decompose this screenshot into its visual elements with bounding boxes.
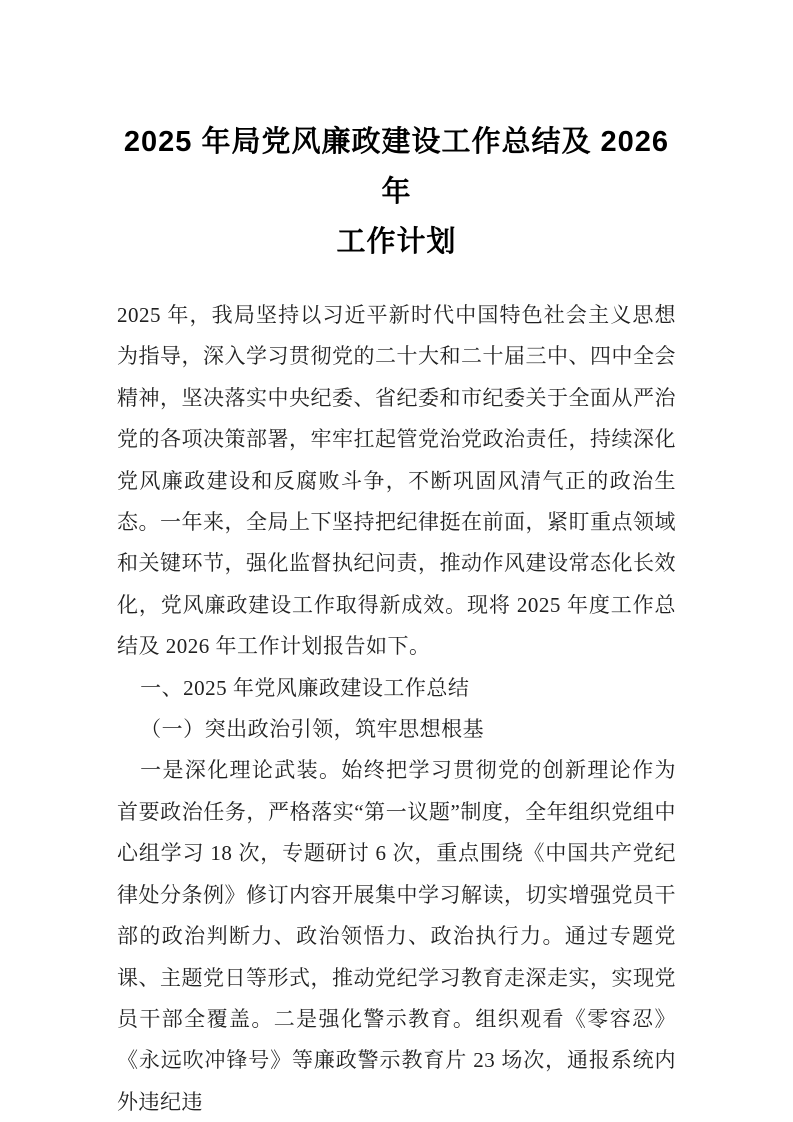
paragraph: 一是深化理论武装。始终把学习贯彻党的创新理论作为首要政治任务，严格落实“第一议题”制度，全年组织党组中心组学习 18 次，专题研讨 6 次，重点围绕《中国共产党纪律处分条例》修订内容开展集中学习解读，切实增强党员干部的政治判断力、政治领悟力、政治执行力。通过专题党课、主题党日等形式，推动党纪学习教育走深走实，实现党员干部全覆盖。二是强化警示教育。组织观看《零容忍》《永远吹冲锋号》等廉政警示教育片 23 场次，通报系统内外违纪违: [117, 758, 676, 1114]
document-title: [117, 117, 676, 267]
section-heading: （一）突出政治引领，筑牢思想根基: [140, 717, 485, 742]
document-title-line-1: 2025 年局党风廉政建设工作总结及 2026 年: [123, 126, 670, 208]
section-heading: 一、2025 年党风廉政建设工作总结: [140, 675, 470, 700]
document-body: [117, 295, 676, 1122]
paragraph: 2025 年，我局坚持以习近平新时代中国特色社会主义思想为指导，深入学习贯彻党的二十大和二十届三中、四中全会精神，坚决落实中央纪委、省纪委和市纪委关于全面从严治党的各项决策部署，牢牢扛起管党治党政治责任，持续深化党风廉政建设和反腐败斗争，不断巩固风清气正的政治生态。一年来，全局上下坚持把纪律挺在前面，紧盯重点领域和关键环节，强化监督执纪问责，推动作风建设常态化长效化，党风廉政建设工作取得新成效。现将 2025 年度工作总结及 2026 年工作计划报告如下。: [117, 303, 676, 659]
document-title-line-2: 工作计划: [336, 226, 457, 258]
